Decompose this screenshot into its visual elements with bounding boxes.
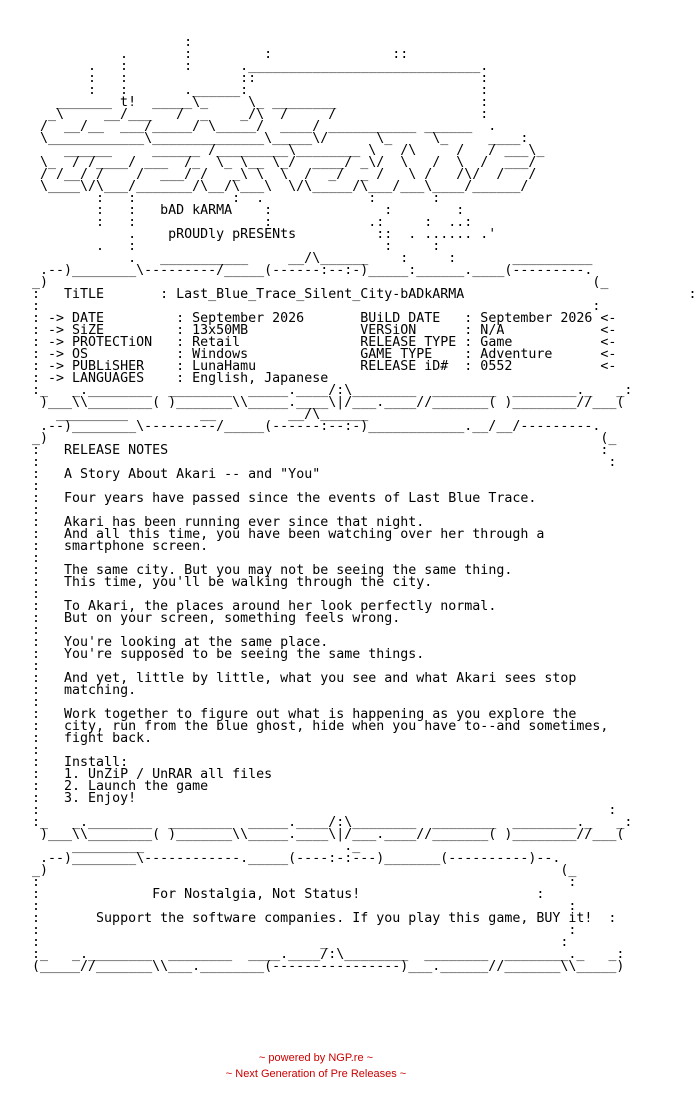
ascii-logo: : . : : :: . : : ._____________________________. : : :: : : : .______: : _______ t! _____\_ \_ ________ : _\ __/___ / _ _/\ / / : / __/__ ___/_____/ \_____/ ____/ ___________ ______ . \____________\______________\_____\/ \_ \_ ____: ______ ______ /_________\________ \ /\ / / ___\_ \_ / /____/ ___ /_ \_ \__ \_/ ____/ _\/ \ / \ / ___/ / /__/ / / ___/ / _\ \ \ / _/ _ / \ / /\/ / / \____\/\___/_______/\__/\___\ \/\_____/\___/___\____/______/ : : : . : : : : bAD kARMA : : : : : : .: : ..: . pROUDly pRESENts :: . ...... .' . : : : . ___________ __/\______ : : __________: [40, 35, 593, 266]
notes-line: Akari has been running ever since that night.: [64, 515, 425, 530]
notes-line: You're looking at the same place.: [64, 635, 329, 650]
notes-line: A Story About Akari -- and "You": [64, 467, 321, 482]
notes-line: The same city. But you may not be seeing the same thing.: [64, 563, 513, 578]
notes-line: matching.: [64, 683, 137, 698]
notes-line: 3. Enjoy!: [64, 791, 137, 806]
notes-line: Install:: [64, 755, 129, 770]
notes-line: Four years have passed since the events of Last Blue Trace.: [64, 491, 537, 506]
notes-line: 1. UnZiP / UnRAR all files: [64, 767, 273, 782]
footer-powered: ~ powered by NGP.re ~: [258, 1052, 374, 1064]
notes-line: You're supposed to be seeing the same things.: [64, 647, 425, 662]
notes-line: fight back.: [64, 731, 153, 746]
support-line: Support the software companies. If you play this game, BUY it!: [96, 911, 593, 926]
info-line: -> DATE : September 2026 BUiLD DATE : September 2026 <-: [48, 311, 617, 326]
notes-line: city, run from the blue ghost, hide when you have to--and sometimes,: [64, 719, 609, 734]
notes-line: And all this time, you have been watching over her through a: [64, 527, 545, 542]
info-line: -> PROTECTiON : Retail RELEASE TYPE : Game <-: [48, 335, 617, 350]
notes-line: This time, you'll be walking through the city.: [64, 575, 433, 590]
notes-line: But on your screen, something feels wrong.: [64, 611, 401, 626]
nfo-text: : . : : :: . : : ._____________________________. : : :: : : : .______: : _______ t! _____\_ \_ ________ : _\ __/___ / _ _/\ / / : / __/__ ___/_____/ \_____/ ____/ ___________ ______ . \____________\______________\_____\/ \_ \_ ____: ______ ______ /_________\________ \ /\ / / ___\_ \_ / /____/ ___ /_ \_ \__ \_/ ____/ _\/ \ / \ / ___/ / /__/ / / ___/ / _\ \ \ / _/ _ / \ / /\/ / / \____\/\___/_______/\__/\___\ \/\_____/\___/___\____/______/ : : : . : : : : bAD kARMA : : : : : : .: : ..: . pROUDly pRESENts :: . ...... .' . : : : . ___________ __/\______ : : __________ .--)________\---------/_____(------:--:-)_____:______.____(---------. _) (_ : TiTLE : Last_Blue_Trace_Silent_City-bADkARMA : : : : -> DATE : September 2026 BUiLD DATE : September 2026 <- : -> SiZE : 13x50MB VERSiON : N/A <- : -> PROTECTiON : Retail RELEASE TYPE : Game <- : -> OS : Windows GAME TYPE : Adventure <- : -> PUBLiSHER : LunaHamu RELEASE iD# : 0552 <- : -> LANGUAGES : English, Japanese :_ _.________ ________ _____.____/:\________ ________ ________._ _: )___\\________( )_______\\_____.____\|/___.____//_______( )________//___( _________ __ __/\______ .--)________\---------/_____(------:--:-)____________.__/__/---------. _) (_ : RELEASE NOTES : : : : A Story About Akari -- and "You" : : Four years have passed since the events of Last Blue Trace. : : Akari has been running ever since that night. : And all this time, you have been watching over her through a : smartphone screen. : : The same city. But you may not be seeing the same thing. : This time, you'll be walking through the city. : : To Akari, the places around her look perfectly normal. : But on your screen, something feels wrong. : : You're looking at the same place. : You're supposed to be seeing the same things. : : And yet, little by little, what you see and what Akari sees stop : matching. : : Work together to figure out what is happening as you explore the : city, run from the blue ghost, hide when you have to--and sometimes, : fight back. : : Install: : 1. UnZiP / UnRAR all files : 2. Launch the game : 3. Enjoy! : : :_ _.________ ________ _____.____/:\________ ________ ________._ _: )___\\________( )_______\\_____.____\|/___.____//_______( )________//___( _________ ._ .--)________\------------._____(----:-:---)_______(----------)--. _) (_ : : : For Nostalgia, Not Status! : : : : Support the software companies. If you play this game, BUY it! : : : : _ : :_ _.________ ________ ____.____/:\________ ________ ________._ _: (_____//_______\\___.________(----------------)___.______//_______\\_____): [32, 35, 696, 974]
nostalgia-line: For Nostalgia, Not Status!: [152, 887, 361, 902]
footer-tagline: ~ Next Generation of Pre Releases ~: [225, 1068, 407, 1080]
notes-header: RELEASE NOTES: [64, 443, 169, 458]
notes-line: Work together to figure out what is happening as you explore the: [64, 707, 577, 722]
notes-line: smartphone screen.: [64, 539, 209, 554]
info-line: -> SiZE : 13x50MB VERSiON : N/A <-: [48, 323, 617, 338]
info-line: -> PUBLiSHER : LunaHamu RELEASE iD# : 0552 <-: [48, 359, 617, 374]
notes-line: 2. Launch the game: [64, 779, 209, 794]
info-line: -> OS : Windows GAME TYPE : Adventure <-: [48, 347, 617, 362]
notes-line: And yet, little by little, what you see and what Akari sees stop: [64, 671, 577, 686]
notes-line: To Akari, the places around her look perfectly normal.: [64, 599, 497, 614]
info-line: -> LANGUAGES : English, Japanese: [48, 371, 329, 386]
